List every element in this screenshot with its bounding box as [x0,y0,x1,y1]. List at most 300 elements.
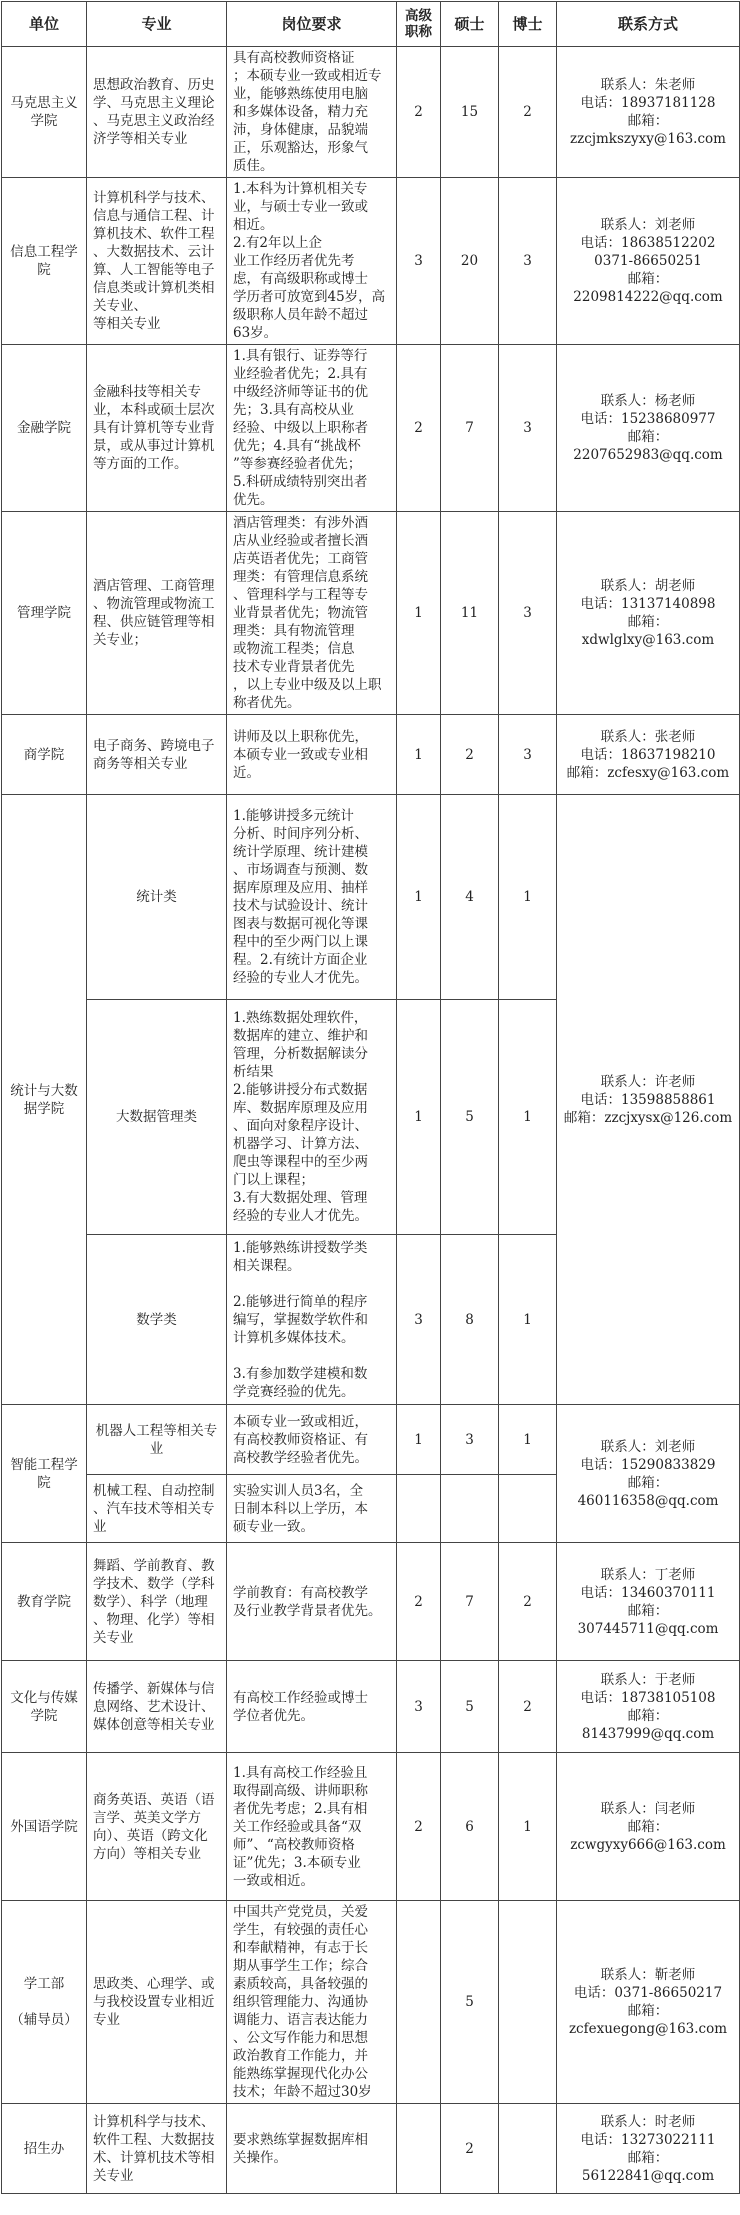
major-cell [87,1901,227,2104]
contact-line: 联系人：靳老师 [600,1967,696,1983]
master-count: 5 [441,1000,499,1235]
requirement-line: 理类：具有物流管理 [233,623,355,639]
requirement-line: 具有高校教师资格证 [233,50,355,66]
requirement-line: 3.有参加数学建模和数 [233,1365,368,1382]
master-count: 8 [441,1235,499,1405]
requirement-line: 和多媒体设备，精力充 [233,104,368,120]
requirement-line: 学竞赛经验的优先。 [233,1383,355,1400]
requirement-line: 1.具有高校工作经验且 [233,1764,368,1781]
phd-count: 1 [499,1753,557,1901]
contact-line: 联系人：刘老师 [600,1438,696,1455]
requirement-cell [227,1661,397,1753]
requirement-line: 理类：有管理信息系统 [233,569,368,585]
requirement-cell [227,1405,397,1475]
contact-line: 电话：15290833829 [580,1456,716,1473]
master-count: 5 [441,1901,499,2104]
requirement-line: 1.能够讲授多元统计 [233,808,354,824]
major-cell [87,795,227,1000]
requirement-line: 机器学习、计算方法、 [233,1136,368,1152]
requirement-line: 质佳。 [233,158,274,174]
major-line: 算、人工智能等电子 [93,262,215,278]
major-line: 、马克思主义政治经 [93,113,215,129]
table-row [2,1753,740,1901]
major-line: 具有计算机等专业背 [93,420,215,436]
unit-cell: 学工部 （辅导员） [2,1901,87,2104]
contact-line: 电话：13273022111 [580,2131,716,2148]
contact-line: 邮箱： [627,614,669,630]
requirement-line: 或物流工程类；信息 [233,641,355,657]
contact-line: xdwlglxy@163.com [581,632,715,648]
unit-cell: 统计与大数据学院 [2,795,87,1405]
master-count: 4 [441,795,499,1000]
unit-cell: 文化与传媒学院 [2,1661,87,1753]
contact-line: 联系人：杨老师 [600,393,696,409]
master-count: 15 [441,47,499,178]
requirement-line: 1.熟练数据处理软件， [233,1010,368,1026]
requirement-cell [227,178,397,345]
requirement-line: 师”、“高校教师资格 [233,1836,355,1853]
unit-cell: 智能工程学院 [2,1405,87,1543]
table-row [2,1661,740,1753]
requirement-line: 技术与试验设计、统计 [233,898,368,914]
major-line: 景，或从事过计算机 [93,438,215,454]
requirement-line: 计算机多媒体技术。 [233,1329,355,1346]
major-cell [87,1475,227,1543]
contact-line: 联系人：闫老师 [600,1800,696,1817]
major-line: 学、马克思主义理论 [93,95,215,111]
requirement-line: 2.能够进行简单的程序 [233,1293,368,1310]
master-count: 5 [441,1661,499,1753]
requirement-line: 有高校教师资格证、有 [233,1431,368,1448]
phd-count: 3 [499,345,557,512]
requirement-line: 硕专业一致。 [233,1518,314,1535]
requirement-line: 本硕专业一致或相近， [233,1413,368,1430]
header-phd: 博士 [499,2,557,47]
requirement-line: 、公文写作能力和思想 [233,2030,368,2046]
requirement-line: 分析、时间序列分析、 [233,826,368,842]
master-count: 20 [441,178,499,345]
requirement-line: 数据库的建立、维护和 [233,1028,368,1044]
requirement-line: 近。 [233,764,260,781]
requirement-line: 一致或相近。 [233,1872,314,1889]
requirement-line: 日制本科以上学历，本 [233,1500,368,1517]
major-line: 关专业； [93,632,147,648]
senior-count: 3 [397,1661,441,1753]
requirement-cell [227,47,397,178]
major-line: 息网络、艺术设计、 [93,1698,215,1715]
table-row [2,2104,740,2194]
requirement-line: 2.能够讲授分布式数据 [233,1082,368,1098]
requirement-line: 、市场调查与预测、数 [233,862,368,878]
contact-cell [557,178,740,345]
header-unit: 单位 [2,2,87,47]
requirement-line: 正，乐观豁达，形象气 [233,140,368,156]
major-line: 数学类 [136,1311,177,1328]
master-count: 3 [441,1405,499,1475]
phd-count: 2 [499,47,557,178]
table-row [2,1543,740,1661]
major-cell [87,1753,227,1901]
requirement-line: 学位者优先。 [233,1707,314,1724]
requirement-line: 本硕专业一致或专业相 [233,746,368,763]
major-cell [87,1661,227,1753]
senior-count: 1 [397,715,441,795]
requirement-line: 业，能够熟练使用电脑 [233,86,368,102]
phd-count: 2 [499,1543,557,1661]
senior-count: 1 [397,795,441,1000]
requirement-line: 63岁。 [233,325,278,341]
requirement-line: 相关课程。 [233,1257,301,1274]
contact-line: 邮箱：zzcjxysx@126.com [563,1109,733,1126]
requirement-cell [227,1901,397,2104]
senior-count: 1 [397,1000,441,1235]
senior-count: 2 [397,47,441,178]
senior-count [397,2104,441,2194]
requirement-line: 者优先考虑；2.具有相 [233,1800,368,1817]
major-line: 与我校设置专业相近 [93,1994,215,2010]
contact-line: 邮箱：2207652983@qq.com [573,429,723,463]
table-body [2,47,740,2194]
requirement-line: 据库原理及应用、抽样 [233,880,368,896]
requirement-line: 5.科研成绩特别突出者 [233,474,368,490]
table-row [2,345,740,512]
senior-count: 2 [397,345,441,512]
master-count: 6 [441,1753,499,1901]
requirement-line: 1.本科为计算机相关专 [233,181,368,197]
contact-cell [557,345,740,512]
requirement-line [233,1275,390,1293]
requirement-line: 要求熟练掌握数据库相 [233,2131,368,2148]
senior-count: 1 [397,512,441,715]
unit-cell: 招生办 [2,2104,87,2194]
requirement-line: 有高校工作经验或博士 [233,1689,368,1706]
major-line: 关专业、 [93,298,147,314]
contact-line: 电话：15238680977 [580,411,716,427]
requirement-line: 、管理科学与工程等专 [233,587,368,603]
requirement-line: 、面向对象程序设计、 [233,1118,368,1134]
contact-line: 联系人：朱老师 [600,77,696,93]
contact-line: 电话：13137140898 [580,596,716,612]
major-line: 等相关专业 [93,316,161,332]
unit-cell: 金融学院 [2,345,87,512]
senior-count: 1 [397,1405,441,1475]
major-line: 信息与通信工程、计 [93,208,215,224]
major-line: 商务英语、英语（语 [93,1791,215,1808]
requirement-cell [227,1235,397,1405]
senior-count: 2 [397,1543,441,1661]
requirement-line: 图表与数据可视化等课 [233,916,368,932]
contact-line: 电话：18937181128 [580,95,716,111]
contact-line: 联系人：张老师 [600,728,696,745]
major-line: 业，本科或硕士层次 [93,402,215,418]
requirement-line: 关工作经验或具备“双 [233,1818,362,1835]
phd-count [499,2104,557,2194]
major-cell [87,1405,227,1475]
major-line: 商务等相关专业 [93,755,188,772]
major-line: 程、供应链管理等相 [93,614,215,630]
table-row [2,512,740,715]
header-major: 专业 [87,2,227,47]
contact-line: 邮箱：56122841@qq.com [581,2149,715,2184]
requirement-line: 中国共产党党员，关爱 [233,1904,368,1920]
requirement-line: 证”优先；3.本硕专业 [233,1854,361,1871]
contact-cell [557,512,740,715]
requirement-cell [227,1543,397,1661]
major-cell [87,178,227,345]
unit-cell: 信息工程学院 [2,178,87,345]
requirement-line: 虑，有高级职称或博士 [233,271,368,287]
major-cell [87,2104,227,2194]
major-cell [87,47,227,178]
contact-line: 邮箱：460116358@qq.com [577,1474,719,1509]
contact-line: 联系人：许老师 [600,1073,696,1090]
requirement-line: 3.有大数据处理、管理 [233,1190,368,1206]
master-count: 11 [441,512,499,715]
major-line: 思政类、心理学、或 [93,1976,215,1992]
table-row [2,795,740,1000]
requirement-line: 经验、中级以上职称者 [233,420,368,436]
header-requirements: 岗位要求 [227,2,397,47]
requirement-line: 酒店管理类：有涉外酒 [233,515,368,531]
senior-count [397,1901,441,2104]
requirement-cell [227,2104,397,2194]
requirement-line: 优先；4.具有“挑战杯 [233,438,361,454]
requirement-cell [227,715,397,795]
requirement-line: 程中的至少两门以上课 [233,934,368,950]
requirement-line: 实验实训人员3名，全 [233,1482,364,1499]
major-line: 计算机科学与技术、 [93,190,215,206]
phd-count: 1 [499,795,557,1000]
requirement-line: 经验的专业人才优先。 [233,1208,368,1224]
contact-line: 电话：13460370111 [580,1584,716,1601]
requirement-line: 称者优先。 [233,695,301,711]
requirement-line: 店从业经验或者擅长酒 [233,533,368,549]
requirement-line: 优先。 [233,492,274,508]
major-cell [87,345,227,512]
contact-line: 0371-86650251 [594,253,702,269]
master-count: 7 [441,1543,499,1661]
contact-line: 邮箱：2209814222@qq.com [573,271,723,305]
header-master: 硕士 [441,2,499,47]
major-line: 等方面的工作。 [93,456,188,472]
senior-count: 3 [397,178,441,345]
requirement-line: 1.具有银行、证券等行 [233,348,368,364]
major-line: 向）、英语（跨文化 [93,1827,208,1844]
contact-cell [557,715,740,795]
phd-count: 1 [499,1000,557,1235]
phd-count: 1 [499,1235,557,1405]
contact-cell [557,1661,740,1753]
requirement-line: 统计学原理、统计建模 [233,844,368,860]
requirement-line: 讲师及以上职称优先， [233,728,368,745]
master-count [441,1475,499,1543]
master-count: 2 [441,715,499,795]
master-count: 7 [441,345,499,512]
unit-cell: 管理学院 [2,512,87,715]
senior-count [397,1475,441,1543]
requirement-line: 学历者可放宽到45岁，高 [233,289,386,305]
requirement-line: ，以上专业中级及以上职 [233,677,382,693]
major-line: 金融科技等相关专 [93,384,201,400]
major-line: 统计类 [136,889,177,905]
unit-cell: 教育学院 [2,1543,87,1661]
major-line: 机械工程、自动控制 [93,1482,215,1499]
major-line: 、物理、化学）等相 [93,1611,215,1628]
requirement-line: 爬虫等课程中的至少两 [233,1154,368,1170]
major-line: 济学等相关专业 [93,131,188,147]
contact-line: 邮箱：zcwgyxy666@163.com [570,1818,726,1853]
contact-line: 电话：0371-86650217 [573,1985,723,2001]
major-line: 传播学、新媒体与信 [93,1680,215,1697]
table-row [2,715,740,795]
requirement-cell [227,345,397,512]
phd-count [499,1475,557,1543]
major-cell [87,1235,227,1405]
senior-count: 2 [397,1753,441,1901]
requirement-cell [227,795,397,1000]
contact-cell [557,795,740,1405]
contact-line: 电话：13598858861 [580,1091,716,1108]
requirement-line: 政治教育工作能力，并 [233,2048,368,2064]
requirement-line: 业工作经历者优先考 [233,253,355,269]
phd-count: 3 [499,512,557,715]
requirement-line: 能熟练掌握现代化办公 [233,2066,368,2082]
requirement-line: 高校教学经验者优先。 [233,1449,368,1466]
senior-count: 3 [397,1235,441,1405]
major-cell [87,512,227,715]
contact-line: 电话：18637198210 [580,746,716,763]
requirement-line: 库、数据库原理及应用 [233,1100,368,1116]
contact-line: 联系人：时老师 [600,2113,696,2130]
contact-line: 电话：18738105108 [580,1689,716,1706]
major-line: 媒体创意等相关专业 [93,1716,215,1733]
requirement-line: 技术专业背景者优先 [233,659,355,675]
requirement-line: 学前教育：有高校教学 [233,1584,368,1601]
table-row [2,1901,740,2104]
requirement-line: 调能力、语言表达能力 [233,2012,368,2028]
requirement-line: 相近。 [233,217,274,233]
contact-cell [557,47,740,178]
phd-count: 2 [499,1661,557,1753]
requirement-cell [227,1753,397,1901]
major-line: 关专业 [93,1629,134,1646]
phd-count: 3 [499,178,557,345]
table-row [2,178,740,345]
requirement-line: 及行业教学背景者优先。 [233,1602,382,1619]
major-line: 思想政治教育、历史 [93,77,215,93]
contact-cell [557,1901,740,2104]
requirement-line: 析结果 [233,1064,274,1080]
phd-count [499,1901,557,2104]
contact-line: 邮箱：81437999@qq.com [581,1707,715,1742]
major-line: 言学、英美文学方 [93,1809,201,1826]
major-line: 、大数据技术、云计 [93,244,215,260]
requirement-line: 经验的专业人才优先。 [233,970,368,986]
requirement-line: 期从事学生工作；综合 [233,1958,368,1974]
master-count: 2 [441,2104,499,2194]
contact-cell [557,1405,740,1543]
contact-line: 电话：18638512202 [580,235,716,251]
requirement-line: ；本硕专业一致或相近专 [233,68,382,84]
requirement-line: 取得副高级、讲师职称 [233,1782,368,1799]
major-line: 软件工程、大数据技 [93,2131,215,2148]
requirement-line: 学生，有较强的责任心 [233,1922,368,1938]
major-line: 、汽车技术等相关专业 [93,1500,215,1535]
table-row [2,1405,740,1475]
requirement-line: 级职称人员年龄不超过 [233,307,368,323]
major-cell [87,1000,227,1235]
requirement-line: 素质较高，具备较强的 [233,1976,368,1992]
contact-line: zzcjmkszyxy@163.com [570,131,726,147]
unit-cell: 商学院 [2,715,87,795]
contact-cell [557,1753,740,1901]
requirement-line: 沛，身体健康，品貌端 [233,122,368,138]
major-line: 、物流管理或物流工 [93,596,215,612]
major-line: 算机技术、软件工程 [93,226,215,242]
requirement-line: 中级经济师等证书的优 [233,384,368,400]
contact-line: 邮箱：zcfesxy@163.com [566,764,730,781]
major-line: 术、计算机技术等相 [93,2149,215,2166]
contact-line: 联系人：于老师 [600,1671,696,1688]
contact-cell [557,2104,740,2194]
requirement-line: 店英语者优先；工商管 [233,551,368,567]
major-cell [87,1543,227,1661]
contact-line: 联系人：刘老师 [600,217,696,233]
requirement-line: 关操作。 [233,2149,287,2166]
requirement-line: 业背景者优先；物流管 [233,605,368,621]
requirement-line: 门以上课程； [233,1172,314,1188]
requirement-line: 1.能够熟练讲授数学类 [233,1239,368,1256]
contact-line: zcfexuegong@163.com [568,2021,728,2037]
major-line: 机器人工程等相关专业 [95,1422,218,1457]
requirement-line: 管理，分析数据解读分 [233,1046,368,1062]
requirement-line: 业经验者优先；2.具有 [233,366,368,382]
major-line: 方向）等相关专业 [93,1845,201,1862]
contact-line: 邮箱：307445711@qq.com [577,1602,719,1637]
contact-line: 联系人：丁老师 [600,1566,696,1583]
contact-line: 邮箱： [627,113,669,129]
requirement-line: 2.有2年以上企 [233,235,322,251]
requirement-line: 组织管理能力、沟通协 [233,1994,368,2010]
contact-cell [557,1543,740,1661]
requirement-cell [227,1475,397,1543]
major-cell [87,715,227,795]
major-line: 大数据管理类 [116,1109,197,1125]
phd-count: 3 [499,715,557,795]
major-line: 数学）、科学（地理 [93,1593,208,1610]
requirement-line: 先；3.具有高校从业 [233,402,354,418]
requirement-cell [227,512,397,715]
requirement-line: 业，与硕士专业一致或 [233,199,368,215]
header-senior-title: 高级 职称 [397,2,441,47]
major-line: 学技术、数学（学科 [93,1575,215,1592]
major-line: 计算机科学与技术、 [93,2113,215,2130]
table-row [2,47,740,178]
requirement-line [233,1347,390,1365]
header-contact: 联系方式 [557,2,740,47]
major-line: 舞蹈、学前教育、教 [93,1557,215,1574]
requirement-cell [227,1000,397,1235]
major-line: 关专业 [93,2167,134,2184]
contact-line: 联系人：胡老师 [600,578,696,594]
requirement-line: 技术；年龄不超过30岁 [233,2084,372,2100]
requirement-line: 和奉献精神，有志于长 [233,1940,368,1956]
major-line: 电子商务、跨境电子 [93,737,215,754]
major-line: 酒店管理、工商管理 [93,578,215,594]
requirement-line: ”等参赛经验者优先； [233,456,362,472]
major-line: 专业 [93,2012,120,2028]
major-line: 信息类或计算机类相 [93,280,215,296]
